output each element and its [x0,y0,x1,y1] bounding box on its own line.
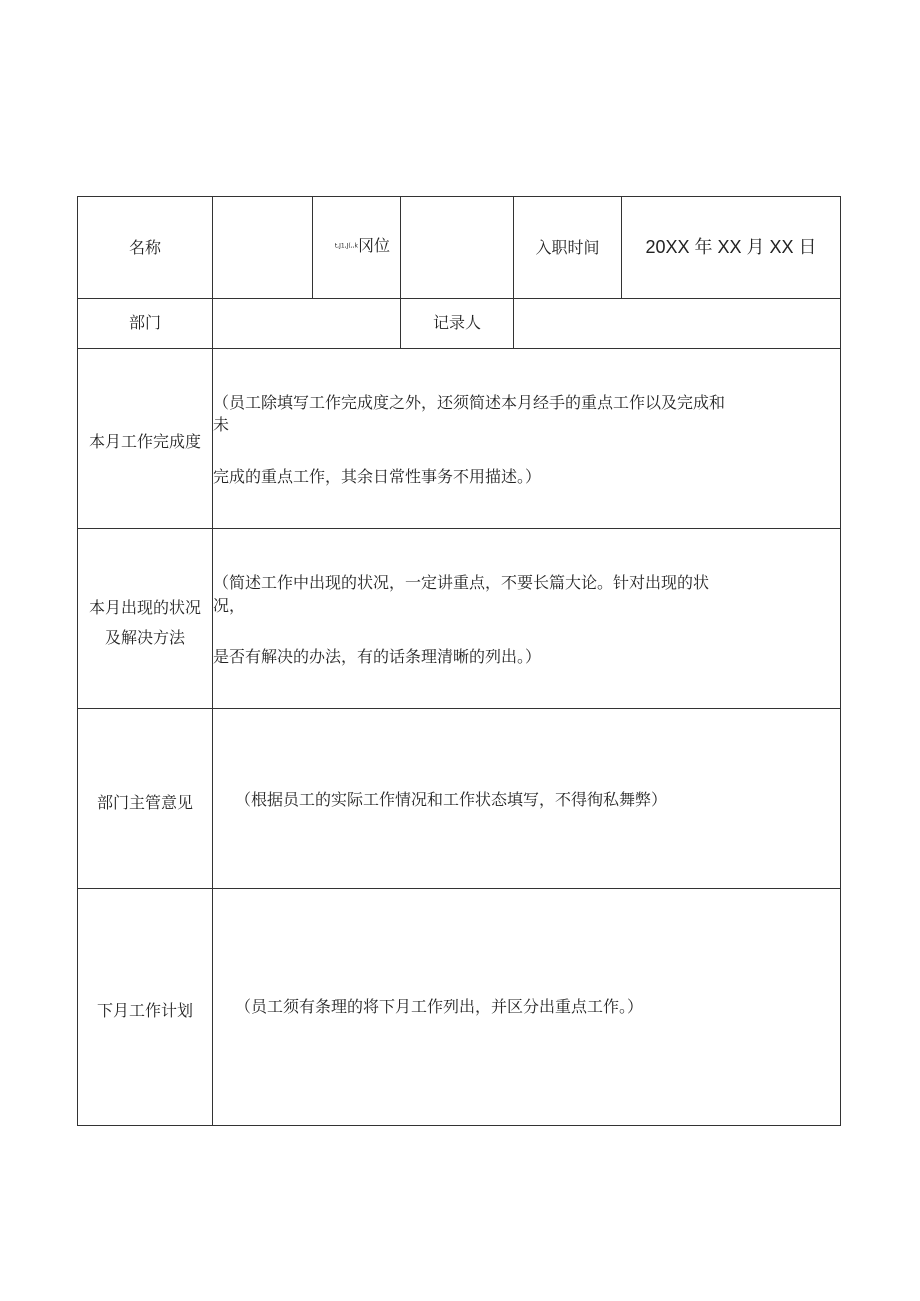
next-month-plan-label: 下月工作计划 [96,1001,193,1020]
name-label: 名称 [128,238,161,257]
issues-hint-line-2: 况， [213,596,246,615]
position-small-note: t,J1,J(,,k [334,242,358,250]
name-value-field[interactable] [213,198,312,298]
department-label: 部门 [128,313,161,332]
recorder-value-field[interactable] [514,299,840,348]
row-divider-3 [78,528,840,529]
supervisor-label: 部门主管意见 [96,793,193,812]
hire-date-label: 入职时间 [535,238,600,257]
completion-hint-line-3: 完成的重点工作，其余日常性事务不用描述。） [213,467,542,486]
completion-hint-line-2: 未 [213,415,230,434]
row-divider-4 [78,708,840,709]
issues-label-line-2: 及解决方法 [104,628,185,647]
next-month-plan-hint: （员工须有条理的将下月工作列出，并区分出重点工作。） [235,997,644,1016]
recorder-label: 记录人 [432,313,481,332]
position-label: 冈位 [357,236,390,255]
supervisor-hint: （根据员工的实际工作情况和工作状态填写，不得徇私舞弊） [235,790,668,809]
department-value-field[interactable] [213,299,400,348]
issues-hint-line-3: 是否有解决的办法，有的话条理清晰的列出。） [213,647,542,666]
position-label-cell [313,236,400,257]
hire-date-value: 20XX 年 XX 月 XX 日 [645,237,817,257]
row-divider-2 [78,348,840,349]
row-divider-5 [78,888,840,889]
completion-label: 本月工作完成度 [88,432,201,451]
completion-hint-line-1: （员工除填写工作完成度之外，还须简述本月经手的重点工作以及完成和 [213,393,726,412]
issues-hint-line-1: （简述工作中出现的状况，一定讲重点，不要长篇大论。针对出现的状 [213,573,710,592]
position-value-field[interactable] [401,198,513,298]
issues-label-line-1: 本月出现的状况 [88,598,201,617]
monthly-work-report-table [77,196,841,1126]
